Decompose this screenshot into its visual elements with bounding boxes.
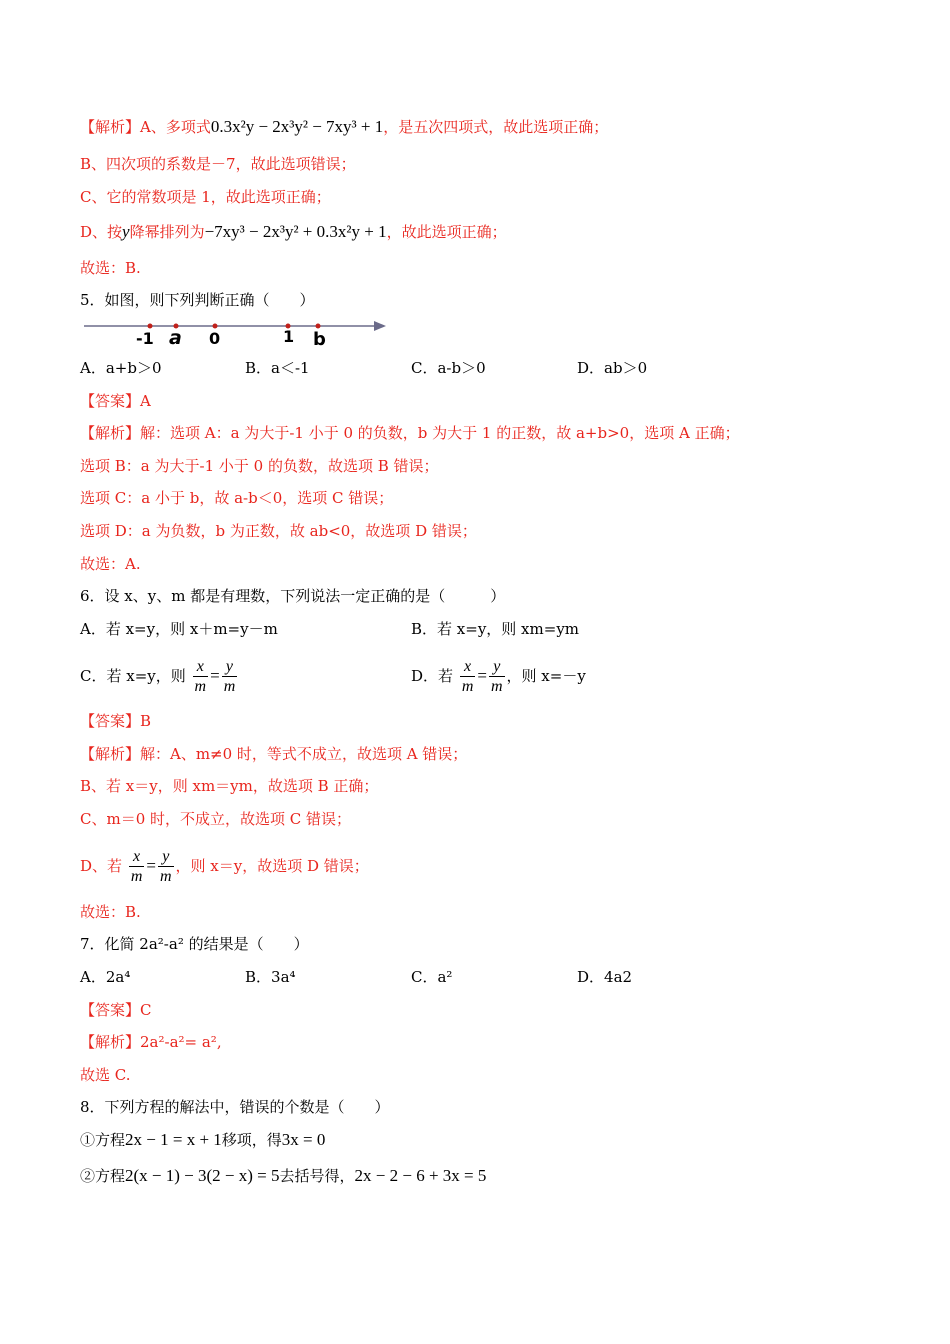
label-one: 1 [283,327,295,346]
q7-choice: 故选 C. [80,1066,131,1084]
q7-option-d[interactable]: D．4a2 [577,968,633,986]
q8-item-1 [80,1130,325,1150]
q4-polynomial: 0.3x²y − 2x³y² − 7xy³ + 1 [210,117,384,136]
q8-item1-result: 3x = 0 [281,1130,326,1149]
q8-item2-mid: 去括号得， [279,1167,355,1185]
number-line-arrow-icon [374,321,386,331]
point-minus-one [148,324,153,329]
fraction-x-over-m [129,848,145,887]
frac-num: y [493,657,501,675]
q4-analysis-d-mid: 降幂排列为 [129,223,205,241]
q6-analysis-d-prefix: D、若 [80,857,123,875]
q5-option-d[interactable]: D．ab＞0 [577,359,648,377]
point-b [316,324,321,329]
q5-analysis-d: 选项 D：a 为负数，b 为正数，故 ab<0，故选项 D 错误； [80,522,477,540]
q5-answer: 【答案】A [80,392,151,410]
q8-item1-prefix: ①方程 [80,1131,126,1149]
frac-den: m [223,677,236,695]
q5-option-b[interactable]: B．a＜-1 [245,359,310,377]
q7-stem: 7．化简 2a²-a² 的结果是（ ） [80,935,309,953]
q6-analysis-d-suffix: ，则 x＝y，故选项 D 错误； [175,857,369,875]
q4-analysis-a-suffix: ，是五次四项式，故此选项正确； [383,118,609,136]
q7-option-c[interactable]: C．a² [411,968,453,986]
q5-analysis-c: 选项 C：a 小于 b，故 a-b＜0，选项 C 错误； [80,489,394,507]
q6-analysis-c: C、m＝0 时，不成立，故选项 C 错误； [80,810,352,828]
fraction-y-over-m [489,658,505,697]
q5-analysis-b: 选项 B：a 为大于-1 小于 0 的负数，故选项 B 错误； [80,457,439,475]
fraction-x-over-m [193,658,209,697]
fraction-x-over-m [460,658,476,697]
equals-sign: = [477,666,487,685]
q6-analysis-b: B、若 x＝y，则 xm＝ym，故选项 B 正确； [80,777,379,795]
q4-analysis-d-prefix: D、按 [80,223,123,241]
q6-option-d-prefix: D．若 [411,667,454,685]
q5-option-c[interactable]: C．a-b＞0 [411,359,486,377]
frac-den: m [490,677,503,695]
frac-den: m [130,867,143,885]
point-zero [213,324,218,329]
q8-item2-prefix: ②方程 [80,1167,126,1185]
q6-option-a[interactable]: A．若 x=y，则 x＋m=y－m [80,620,278,638]
q5-analysis-a: 【解析】解：选项 A：a 为大于-1 小于 0 的负数，b 为大于 1 的正数，故 a+b>0，选项 A 正确； [80,424,740,442]
frac-den: m [159,867,172,885]
q5-choice: 故选：A. [80,555,141,573]
q4-analysis-b: B、四次项的系数是－7，故此选项错误； [80,155,356,173]
label-minus-one: -1 [136,329,154,348]
q6-option-d[interactable] [411,654,586,698]
q8-item2-equation: 2(x − 1) − 3(2 − x) = 5 [125,1166,280,1185]
frac-num: x [196,657,204,675]
q6-analysis-d [80,844,369,888]
q8-item-2 [80,1166,486,1186]
q6-choice: 故选：B. [80,903,141,921]
frac-den: m [194,677,207,695]
equals-sign: = [210,666,220,685]
label-a: a [169,327,182,349]
fraction-y-over-m [158,848,174,887]
frac-den: m [461,677,474,695]
q7-analysis: 【解析】2a²-a²= a², [80,1033,222,1051]
q6-option-d-suffix: ，则 x=－y [506,667,586,685]
q4-analysis-d [80,222,507,242]
frac-num: x [133,847,141,865]
q8-stem: 8．下列方程的解法中，错误的个数是（ ） [80,1098,390,1116]
q6-option-c[interactable] [80,654,239,698]
q6-analysis-a: 【解析】解：A、m≠0 时，等式不成立，故选项 A 错误； [80,745,468,763]
fraction-y-over-m [222,658,238,697]
equals-sign: = [146,856,156,875]
q4-var-y: y [122,222,130,241]
q7-option-a[interactable]: A．2a⁴ [80,968,131,986]
q4-analysis-d-suffix: ，故此选项正确； [386,223,507,241]
frac-num: y [225,657,234,675]
q4-analysis-a-prefix: 【解析】A、多项式 [80,118,211,136]
label-zero: 0 [209,329,221,348]
q7-option-b[interactable]: B．3a⁴ [245,968,296,986]
label-b: b [313,329,326,350]
frac-num: x [464,657,472,675]
q5-number-line [80,315,400,355]
q5-option-a[interactable]: A．a+b＞0 [80,359,162,377]
q8-item1-mid: 移项，得 [221,1131,282,1149]
q5-stem: 5．如图，则下列判断正确（ ） [80,291,315,309]
frac-num: y [162,847,170,865]
q8-item1-equation: 2x − 1 = x + 1 [125,1130,222,1149]
q4-choice: 故选：B. [80,259,141,277]
q4-analysis-c: C、它的常数项是 1，故此选项正确； [80,188,331,206]
q6-stem: 6．设 x、y、m 都是有理数，下列说法一定正确的是（ ） [80,587,506,605]
number-line-svg [80,315,400,355]
q6-option-c-prefix: C．若 x=y，则 [80,667,186,685]
q7-answer: 【答案】C [80,1001,152,1019]
q6-answer: 【答案】B [80,712,152,730]
q4-descending-polynomial: −7xy³ − 2x³y² + 0.3x²y + 1 [204,222,387,241]
q4-analysis-a [80,117,608,137]
q6-option-b[interactable]: B．若 x=y，则 xm=ym [411,620,580,638]
q8-item2-result: 2x − 2 − 6 + 3x = 5 [354,1166,487,1185]
